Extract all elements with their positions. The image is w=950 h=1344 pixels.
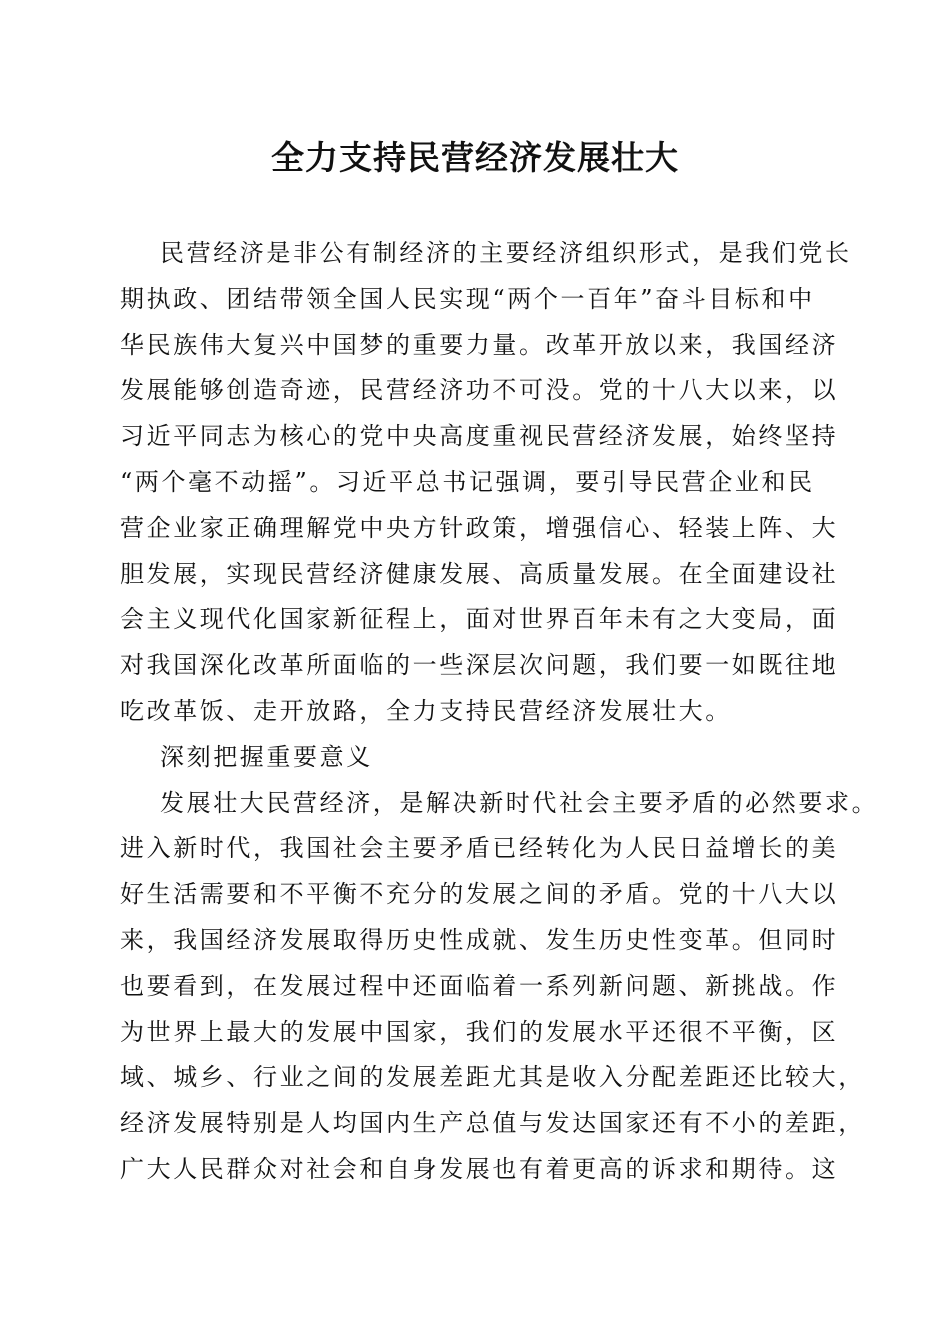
paragraph-line: 发展能够创造奇迹，民营经济功不可没。党的十八大以来，以 [120, 376, 839, 405]
paragraph-line: 为世界上最大的发展中国家，我们的发展水平还很不平衡，区 [120, 1017, 839, 1046]
paragraph-line: 广大人民群众对社会和自身发展也有着更高的诉求和期待。这 [120, 1154, 839, 1183]
paragraph-line: 胆发展，实现民营经济健康发展、高质量发展。在全面建设社 [120, 559, 839, 588]
page-title: 全力支持民营经济发展壮大 [271, 138, 679, 177]
paragraph-line: 来，我国经济发展取得历史性成就、发生历史性变革。但同时 [120, 925, 839, 954]
section-heading: 深刻把握重要意义 [160, 742, 373, 771]
paragraph-line: 域、城乡、行业之间的发展差距尤其是收入分配差距还比较大， [120, 1063, 865, 1092]
paragraph-line: 也要看到，在发展过程中还面临着一系列新问题、新挑战。作 [120, 971, 839, 1000]
paragraph-line: 会主义现代化国家新征程上，面对世界百年未有之大变局，面 [120, 605, 839, 634]
paragraph-line: 习近平同志为核心的党中央高度重视民营经济发展，始终坚持 [120, 422, 839, 451]
paragraph-line: 期执政、团结带领全国人民实现“两个一百年”奋斗目标和中 [120, 284, 815, 313]
paragraph-line: 华民族伟大复兴中国梦的重要力量。改革开放以来，我国经济 [120, 330, 839, 359]
paragraph-line: 民营经济是非公有制经济的主要经济组织形式，是我们党长 [160, 239, 852, 267]
paragraph-line: 好生活需要和不平衡不充分的发展之间的矛盾。党的十八大以 [120, 880, 839, 909]
paragraph-line: “两个毫不动摇”。习近平总书记强调，要引导民营企业和民 [120, 467, 815, 496]
article-body [120, 231, 879, 1193]
paragraph-line: 发展壮大民营经济，是解决新时代社会主要矛盾的必然要求。 [160, 788, 879, 817]
paragraph-line: 营企业家正确理解党中央方针政策，增强信心、轻装上阵、大 [120, 513, 839, 542]
paragraph-line: 进入新时代，我国社会主要矛盾已经转化为人民日益增长的美 [120, 834, 839, 863]
paragraph-line: 对我国深化改革所面临的一些深层次问题，我们要一如既往地 [120, 651, 839, 680]
paragraph-line: 吃改革饭、走开放路，全力支持民营经济发展壮大。 [120, 696, 732, 725]
paragraph-line: 经济发展特别是人均国内生产总值与发达国家还有不小的差距， [120, 1109, 865, 1138]
